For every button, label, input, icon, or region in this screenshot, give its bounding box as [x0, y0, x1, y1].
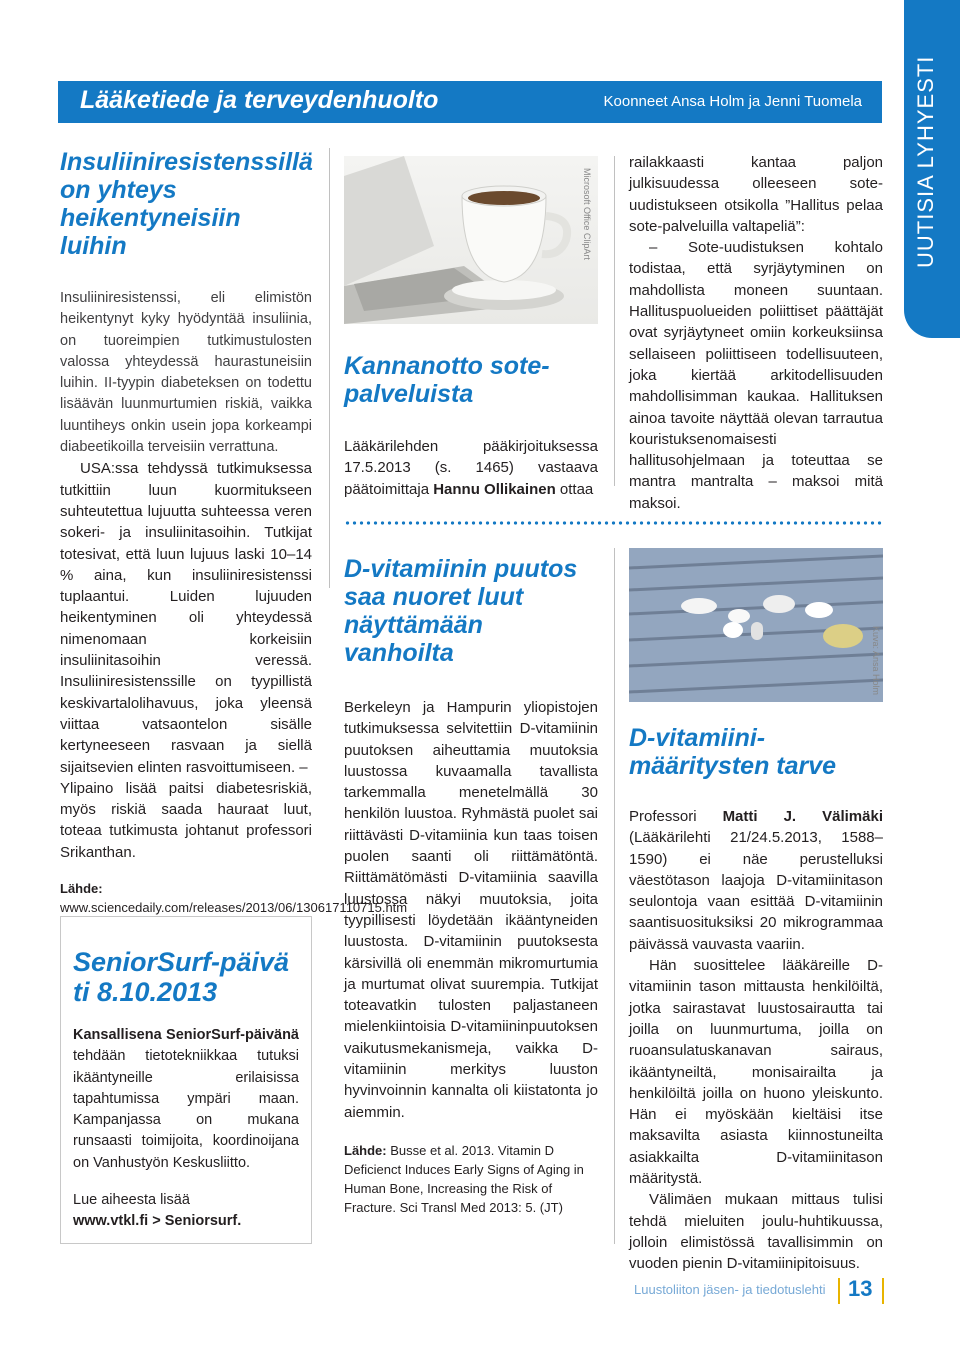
seniorsurf-text	[73, 1025, 299, 1174]
body-paragraph: Hän suosittelee lääkäreille D-vitamiinin tason mittausta henkilöiltä, jotka sairastavat luustosairautta tai joilla on luunmurtuma, joilla on ruoansulatuskanavan sairaus, ikääntyneiltä, monisairailta ja henkilöiltä joilla on huono yleiskunto. Hän ei myöskään kieltäisi itse maksavilta asiasta kiinnostuneilta asiakkailta D-vitamiinitason määritystä.	[629, 957, 883, 1188]
article-vitamin-d	[344, 555, 598, 1217]
body-paragraph: Berkeleyn ja Hampurin yliopistojen tutkimuksessa selvitettiin D-vitamiinin puutoksen aiheuttamia muutoksia luustossa kuvaamalla tavallista tarkemmalla menetelmällä 30 henkilön luustoa. Ryhmästä puolet sai riittävästi D-vitamiinia kun taas toisen puolen saanti oli riittämätöntä. Riittämätömästi D-vitamiinia saavilla luustossa näkyi muutoksia, joita tyypillisesti löydetään ikääntyneiden luustosta. D-vitamiinin puutoksesta kärsivillä oli enemmän mikromurtumia ja murtumat olivat suurempia. Tutkijat toteavatkin tulosten paljastaneen mielenkiintoisia D-vitamiininpuutoksen vaikutusmekanismeja, vaikka D-vitamiinin merkitys luuston hyvinvoinnin kannalta oli kiistatonta jo aiemmin.	[344, 699, 598, 1121]
body-text: (Lääkärilehti 21/24.5.2013, 1588–1590) ei näe perustelluksi väestötason laajoja D-vitamiinitason seulontoja vaan esittää D-vitamiinin saantisuosituksiksi 20 mikrogrammaa päivässä vauvasta vaariin.	[629, 829, 883, 953]
body-text: Professori	[629, 808, 723, 825]
vitamin-pills-photo	[629, 548, 883, 702]
quote-paragraph: – Sote-uudistuksen kohtalo todistaa, että syrjäytyminen on mahdollista moneen suuntaan. Hallituspuolueiden poliittiset päättäjät ovat syrjäytyneet omiin korkeuksiinsa sellaiseen poliittiseen todellisuuteen, joka kiertää arkitodellisuuden mahdollisimman kaukaa. Hallituksen ainoa tavoite näyttää olevan tarrautua kouristuksenomaisesti hallitusohjelmaan ja toteuttaa se mantra mantralta – maksoi mitä maksoi.	[629, 239, 883, 512]
seniorsurf-title: SeniorSurf-päivä ti 8.10.2013	[73, 947, 290, 1007]
seniorsurf-box	[60, 916, 312, 1244]
article-vitamin-d-tests	[629, 724, 883, 1275]
article-title: D-vitamiini-määritysten tarve	[629, 724, 837, 780]
source-note	[60, 879, 408, 917]
body-paragraph: Välimäen mukaan mittaus tulisi tehdä mieluiten joulu-huhtikuussa, jolloin elimistössä tavallisimmin on vuoden pienin D-vitamiinipitoisuus.	[629, 1191, 883, 1273]
body-paragraph: USA:ssa tehdyssä tutkimuksessa tutkittiin luun kuormitukseen suhteutettua lujuutta suhteessa veren sokeri- ja insuliinitasoihin. Tutkijat totesivat, että luun lujuus laski 10–14 % aina, kun insuliiniresistenssi tuplaantui. Luiden lujuuden heikentyminen oli yhteydessä nimenomaan korkeisiin insuliinitasoihin veressä. Insuliiniresistenssille on tyypillistä keskivartalolihavuus, joka yleensä viittaa vatsaontelon sisälle kertyneeseen rasvaan ja siellä sijaitsevien elinten rasvoittumiseen. –	[60, 460, 312, 776]
article-insulin	[60, 148, 408, 917]
source-text: Busse et al. 2013. Vitamin D Deficienct Induces Early Signs of Aging in Human Bone, Increasing the Risk of Fracture. Sci Transl Med 2013: 5. (JT)	[344, 1142, 584, 1215]
article-sote	[344, 352, 598, 500]
body-text: ottaa	[555, 480, 594, 498]
body-paragraph	[629, 806, 883, 955]
article-title: Insuliiniresistenssillä on yhteys heikentyneisiin luihin	[60, 148, 313, 260]
article-title: D-vitamiinin puutos saa nuoret luut näyttämään vanhoilta	[344, 555, 578, 667]
body-text: Lääkärilehden pääkirjoituksessa 17.5.2013 (s. 1465) vastaava päätoimittaja	[344, 438, 598, 498]
editors-credit: Koonneet Ansa Holm ja Jenni Tuomela	[603, 93, 862, 110]
side-tab	[904, 0, 960, 338]
publication-name: Luustoliiton jäsen- ja tiedotuslehti	[634, 1282, 826, 1297]
pills-icon	[629, 548, 883, 702]
photo-credit: Kuva: Ansa Holm	[871, 626, 881, 696]
seniorsurf-body: tehdään tietotekniikkaa tutuksi ikääntyneille erilaisissa tapahtumissa ympäri maan. Kampanjassa on mukana runsaasti toimijoita, koordinoijana on Vanhustyön Keskusliitto.	[73, 1048, 299, 1171]
footer-divider	[882, 1278, 884, 1304]
footer-divider	[838, 1278, 840, 1304]
seniorsurf-bold-lead: Kansallisena SeniorSurf-päivänä	[73, 1027, 299, 1043]
section-header-bar	[58, 81, 882, 123]
article-sote-continued	[629, 152, 883, 514]
source-link[interactable]: www.sciencedaily.com/releases/2013/06/130617110715.htm	[60, 900, 408, 916]
dotted-separator	[344, 520, 884, 526]
column-divider	[329, 148, 330, 588]
side-tab-label: UUTISIA LYHYESTI	[913, 55, 938, 268]
source-label: Lähde:	[344, 1142, 387, 1158]
seniorsurf-link[interactable]: www.vtkl.fi > Seniorsurf.	[73, 1213, 242, 1230]
author-name: Hannu Ollikainen	[433, 480, 556, 498]
article-lead	[60, 288, 312, 458]
column-divider	[614, 156, 615, 486]
coffee-cup-photo	[344, 156, 598, 324]
column-divider	[614, 548, 615, 1244]
coffee-laptop-icon	[344, 156, 598, 324]
source-note	[344, 1141, 598, 1217]
page-number: 13	[848, 1276, 873, 1301]
body-paragraph	[344, 436, 598, 500]
body-paragraph: railakkaasti kantaa paljon julkisuudessa olleeseen sote-uudistukseen otsikolla ”Hallitus pelaa sote-palveluilla valtapeliä”:	[629, 154, 883, 235]
author-name: Matti J. Välimäki	[722, 808, 883, 825]
source-label: Lähde:	[60, 881, 103, 897]
photo-credit: Microsoft Office ClipArt	[582, 168, 592, 260]
lead-paragraph: Insuliiniresistenssi, eli elimistön heikentynyt kyky hyödyntää insuliinia, on tuoreimpien tutkimustulosten valossa yhteydessä haurastuneisiin luihin. II-tyypin diabeteksen on todettu lisäävän luunmurtumien riskiä, vaikka luuntiheys onkin usein jopa korkeampi diabeetikoilla terveisiin verrattuna.	[60, 290, 312, 456]
seniorsurf-more: Lue aiheesta lisää	[73, 1192, 190, 1209]
article-title: Kannanotto sote-palveluista	[344, 352, 550, 408]
section-title: Lääketiede ja terveydenhuolto	[80, 86, 439, 114]
body-paragraph: Ylipaino lisää paitsi diabetesriskiä, myös riskiä saada hauraat luut, toteaa tutkimusta johtanut professori Srikanthan.	[60, 779, 312, 861]
